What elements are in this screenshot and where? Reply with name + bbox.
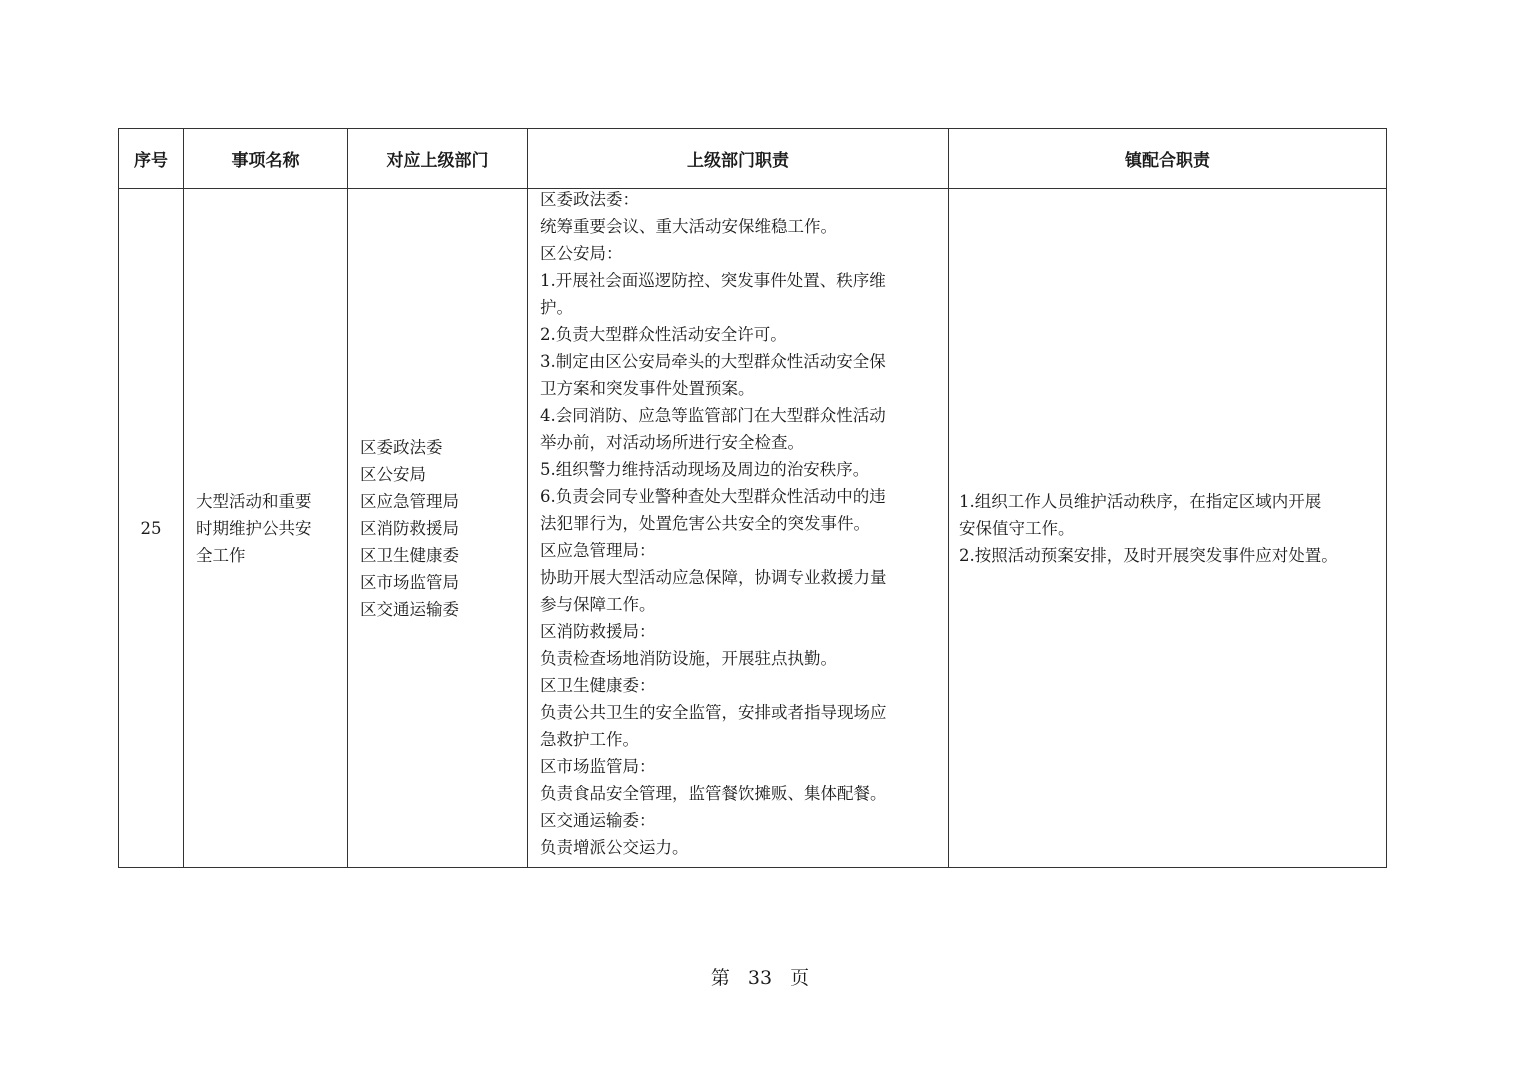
duty-line: 区市场监管局： (540, 757, 656, 776)
duty-line: 4.会同消防、应急等监管部门在大型群众性活动 (540, 406, 886, 425)
duty-line: 区委政法委： (540, 190, 639, 209)
dept-line: 区应急管理局 (360, 491, 459, 511)
item-line: 全工作 (196, 545, 246, 565)
header-superior-dept: 对应上级部门 (348, 129, 528, 189)
duty-line: 区消防救援局： (540, 622, 656, 641)
duty-line: 负责检查场地消防设施，开展驻点执勤。 (540, 649, 837, 668)
responsibility-table (118, 128, 1387, 868)
table-row (119, 189, 1387, 868)
dept-line: 区交通运输委 (360, 599, 459, 619)
town-duty-line: 2.按照活动预案安排，及时开展突发事件应对处置。 (959, 545, 1338, 565)
duty-line: 法犯罪行为，处置危害公共安全的突发事件。 (540, 514, 870, 533)
item-line: 时期维护公共安 (196, 518, 312, 538)
cell-serial-no: 25 (119, 189, 184, 868)
duty-line: 区应急管理局： (540, 541, 656, 560)
dept-line: 区消防救援局 (360, 518, 459, 538)
duty-line: 卫方案和突发事件处置预案。 (540, 379, 755, 398)
duty-line: 护。 (540, 298, 573, 317)
duty-line: 举办前，对活动场所进行安全检查。 (540, 433, 804, 452)
duty-line: 急救护工作。 (540, 730, 639, 749)
duty-line: 区交通运输委： (540, 811, 656, 830)
dept-line: 区委政法委 (360, 437, 443, 457)
duty-line: 负责增派公交运力。 (540, 838, 689, 857)
duty-line: 协助开展大型活动应急保障，协调专业救援力量 (540, 568, 887, 587)
dept-line: 区卫生健康委 (360, 545, 459, 565)
duty-line: 5.组织警力维持活动现场及周边的治安秩序。 (540, 460, 870, 479)
cell-superior-duties (528, 189, 949, 868)
cell-town-duties (949, 189, 1387, 868)
cell-superior-depts (348, 189, 528, 868)
duty-line: 负责公共卫生的安全监管，安排或者指导现场应 (540, 703, 887, 722)
page-suffix: 页 (790, 967, 810, 989)
page-number (0, 963, 1520, 990)
page-prefix: 第 (710, 967, 730, 989)
duty-line: 负责食品安全管理，监管餐饮摊贩、集体配餐。 (540, 784, 887, 803)
dept-line: 区公安局 (360, 464, 426, 484)
table-header-row (119, 129, 1387, 189)
duty-line: 区公安局： (540, 244, 623, 263)
header-superior-duty: 上级部门职责 (528, 129, 949, 189)
item-line: 大型活动和重要 (196, 491, 312, 511)
header-item-name: 事项名称 (184, 129, 348, 189)
cell-item-name (184, 189, 348, 868)
duty-line: 6.负责会同专业警种查处大型群众性活动中的违 (540, 487, 886, 506)
duty-line: 3.制定由区公安局牵头的大型群众性活动安全保 (540, 352, 886, 371)
header-town-duty: 镇配合职责 (949, 129, 1387, 189)
duty-line: 区卫生健康委： (540, 676, 656, 695)
duty-line: 2.负责大型群众性活动安全许可。 (540, 325, 787, 344)
page-number-value: 33 (747, 967, 773, 989)
header-serial-no: 序号 (119, 129, 184, 189)
duty-line: 参与保障工作。 (540, 595, 656, 614)
town-duty-line: 安保值守工作。 (959, 518, 1075, 538)
dept-line: 区市场监管局 (360, 572, 459, 592)
town-duty-line: 1.组织工作人员维护活动秩序，在指定区域内开展 (959, 491, 1322, 511)
duty-line: 统筹重要会议、重大活动安保维稳工作。 (540, 217, 837, 236)
duty-line: 1.开展社会面巡逻防控、突发事件处置、秩序维 (540, 271, 886, 290)
